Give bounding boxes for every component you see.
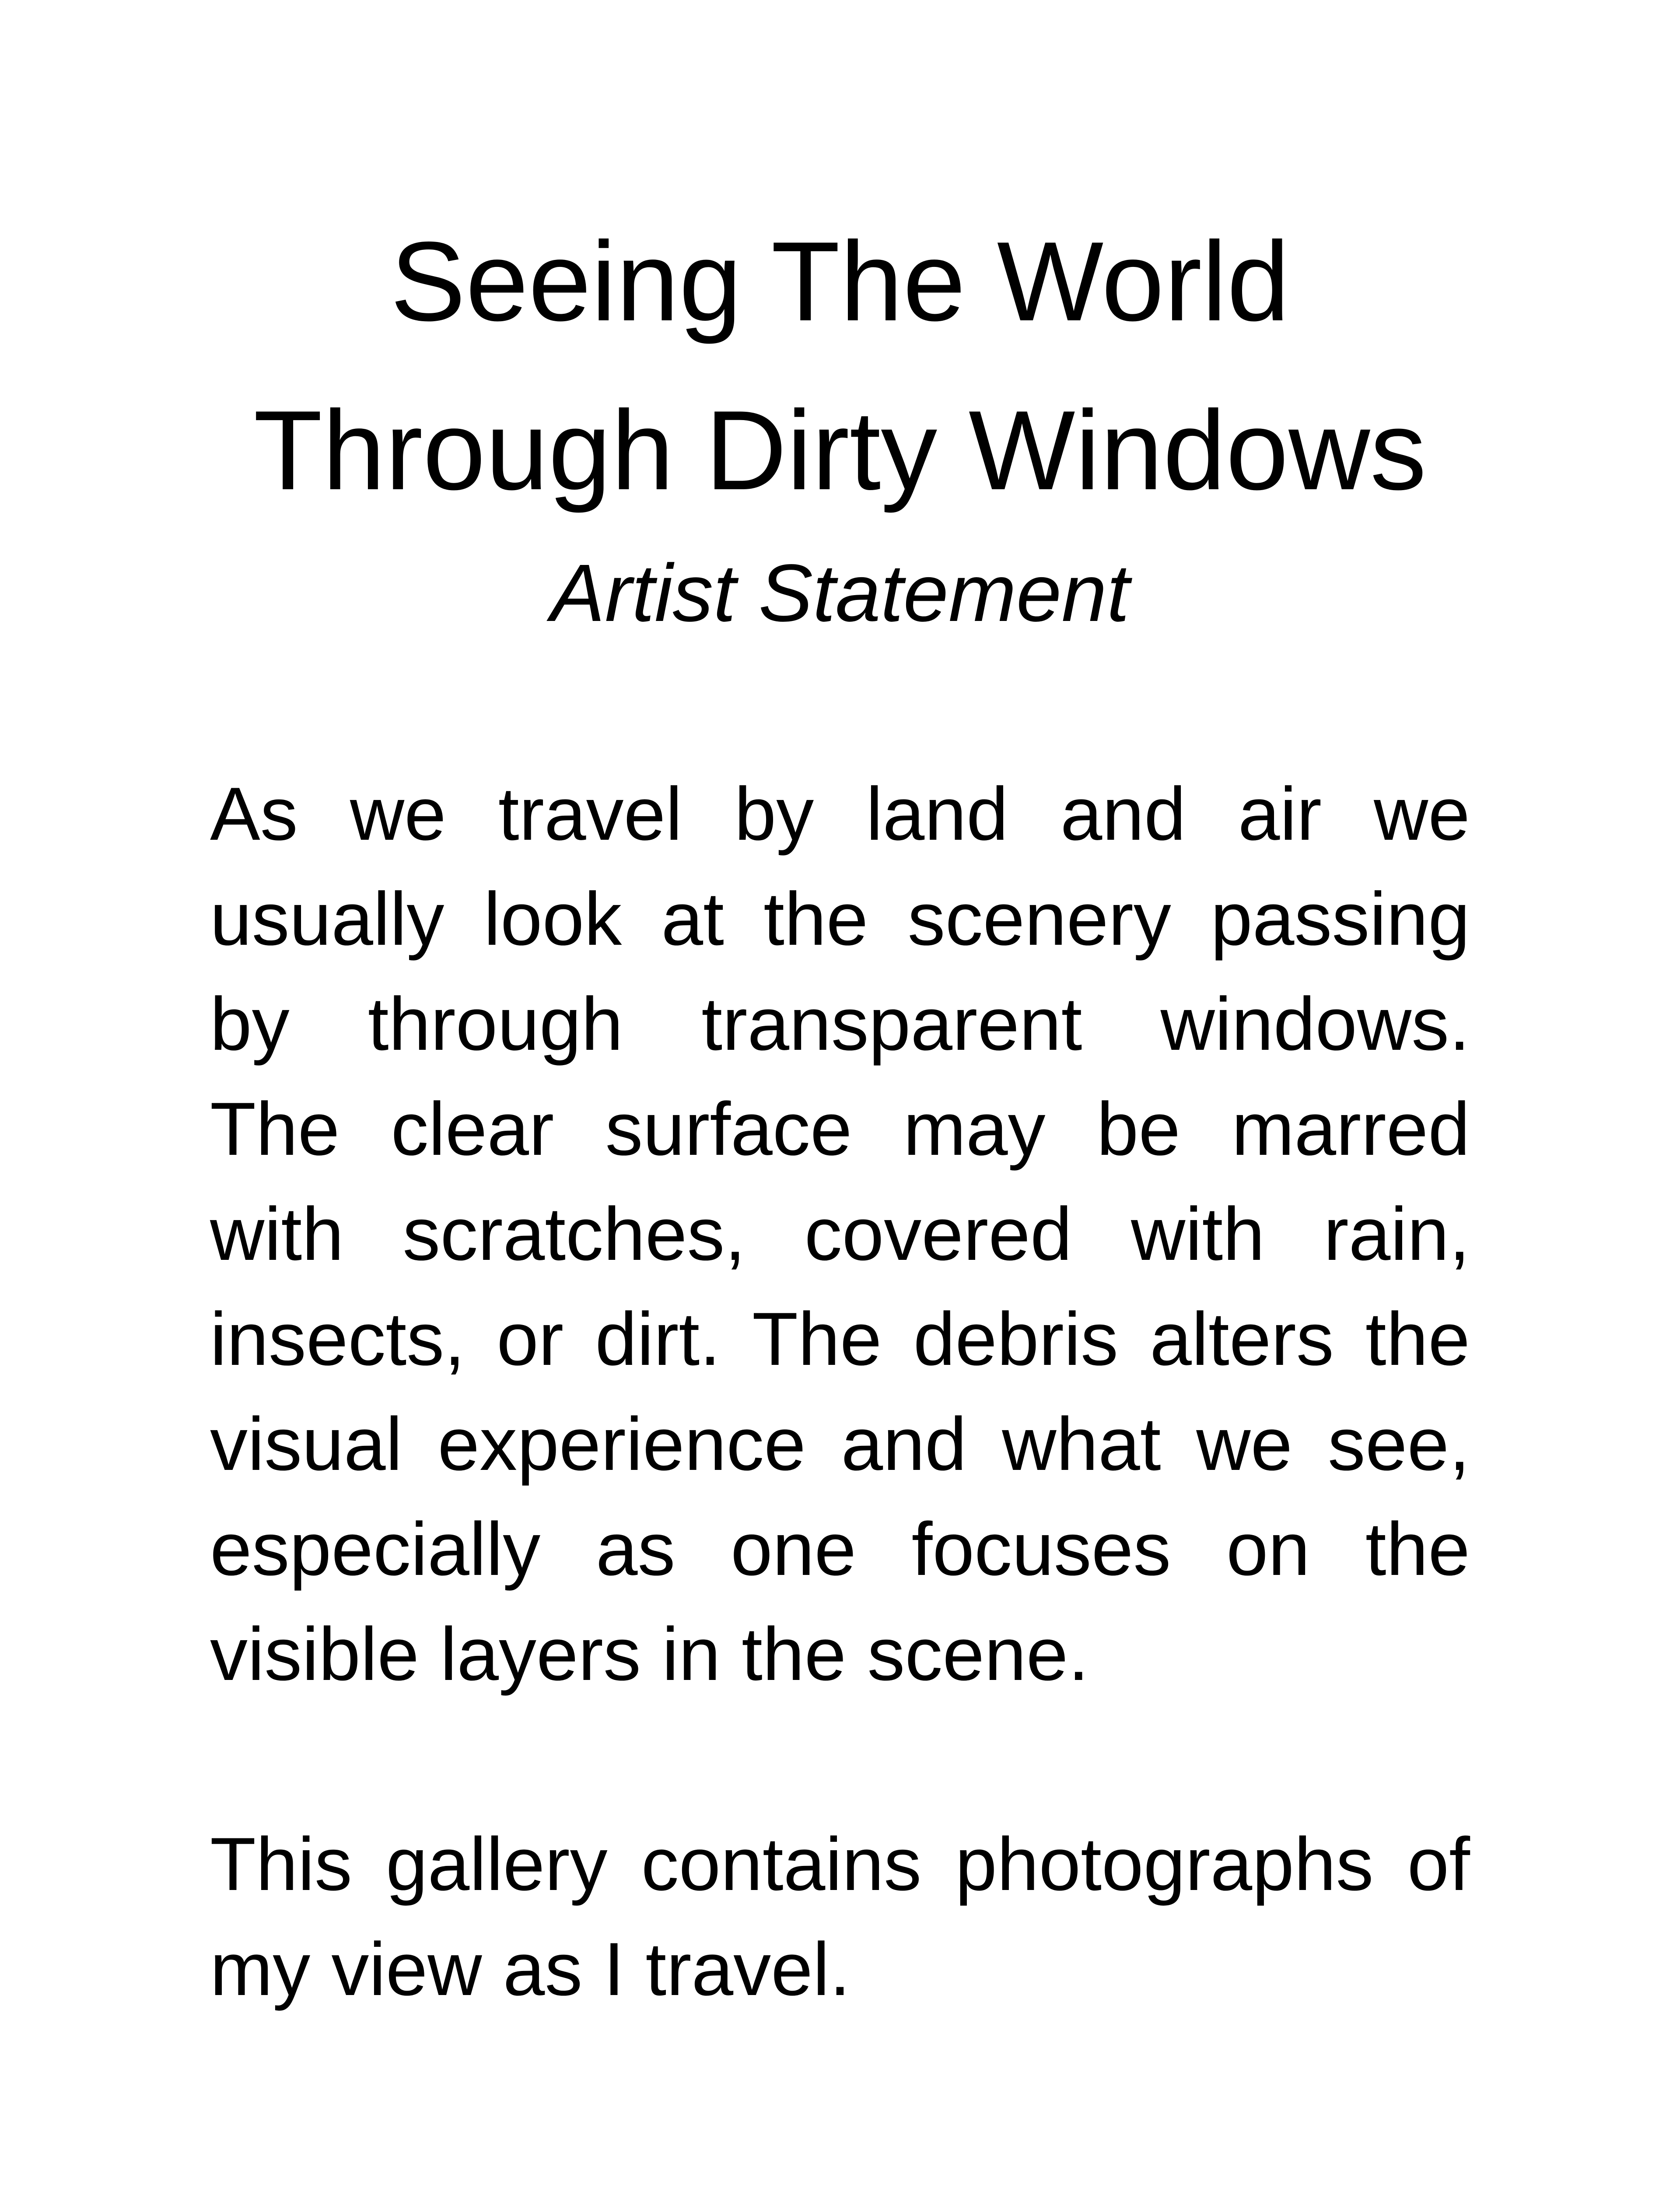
paragraph-line [210, 1812, 1470, 1917]
paragraph-line [210, 1497, 1470, 1602]
paragraph-line [210, 1182, 1470, 1287]
word: scene. [867, 1612, 1089, 1696]
word: The [210, 1087, 340, 1171]
paragraph-line [210, 1917, 1470, 2022]
word: as [595, 1507, 676, 1591]
title-line: Through Dirty Windows [253, 387, 1427, 513]
word: may [903, 1087, 1046, 1171]
word: debris [913, 1297, 1119, 1381]
word: focuses [911, 1507, 1171, 1591]
word: through [368, 982, 623, 1066]
word: air [1238, 772, 1322, 856]
word: travel. [645, 1927, 850, 2011]
word: As [210, 772, 298, 856]
word: usually [210, 877, 444, 961]
word: by [734, 772, 814, 856]
word: see, [1327, 1402, 1470, 1486]
word: and [841, 1402, 967, 1486]
gallery-paragraph [210, 1812, 1470, 2022]
word: we [1374, 772, 1470, 856]
paragraph-line [210, 1392, 1470, 1497]
word: by [210, 982, 290, 1066]
word: view [331, 1927, 482, 2011]
title-line: Seeing The World [390, 218, 1290, 344]
word: rain, [1323, 1192, 1470, 1276]
word: we [350, 772, 446, 856]
word: experience [438, 1402, 806, 1486]
statement-paragraph [210, 761, 1470, 1707]
word: especially [210, 1507, 541, 1591]
paragraph-line [210, 971, 1470, 1076]
word: one [731, 1507, 857, 1591]
word: surface [605, 1087, 852, 1171]
word: land [866, 772, 1008, 856]
paragraph-line [210, 866, 1470, 971]
paragraph-line [210, 1076, 1470, 1182]
page-title [0, 197, 1680, 535]
word: travel [498, 772, 682, 856]
word: scratches, [402, 1192, 746, 1276]
word: layers [440, 1612, 641, 1696]
word: look [483, 877, 622, 961]
word: my [210, 1927, 311, 2011]
word: transparent [701, 982, 1082, 1066]
word: insects, [210, 1297, 466, 1381]
word: with [1131, 1192, 1265, 1276]
word: windows. [1160, 982, 1470, 1066]
word: at [661, 877, 724, 961]
word: the [1365, 1297, 1470, 1381]
word: with [210, 1192, 344, 1276]
paragraph-line [210, 761, 1470, 866]
word: photographs [955, 1822, 1374, 1906]
word: contains [641, 1822, 922, 1906]
word: and [1060, 772, 1186, 856]
word: be [1096, 1087, 1181, 1171]
word: marred [1232, 1087, 1470, 1171]
word: alters [1150, 1297, 1334, 1381]
word: covered [804, 1192, 1072, 1276]
word: as [503, 1927, 583, 2011]
paragraph-line [210, 1602, 1470, 1707]
word: visual [210, 1402, 402, 1486]
word: of [1407, 1822, 1470, 1906]
page-subtitle: Artist Statement [550, 548, 1130, 638]
word: visible [210, 1612, 419, 1696]
word: the [1365, 1507, 1470, 1591]
word: what [1002, 1402, 1161, 1486]
word: gallery [385, 1822, 608, 1906]
word: the [742, 1612, 847, 1696]
paragraph-line [210, 1287, 1470, 1392]
word: or [497, 1297, 564, 1381]
word: scenery [907, 877, 1171, 961]
word: in [662, 1612, 721, 1696]
word: we [1196, 1402, 1293, 1486]
word: the [763, 877, 868, 961]
word: dirt. [595, 1297, 721, 1381]
word: I [603, 1927, 625, 2011]
word: The [752, 1297, 882, 1381]
word: This [210, 1822, 352, 1906]
word: passing [1211, 877, 1470, 961]
word: on [1226, 1507, 1310, 1591]
word: clear [391, 1087, 554, 1171]
